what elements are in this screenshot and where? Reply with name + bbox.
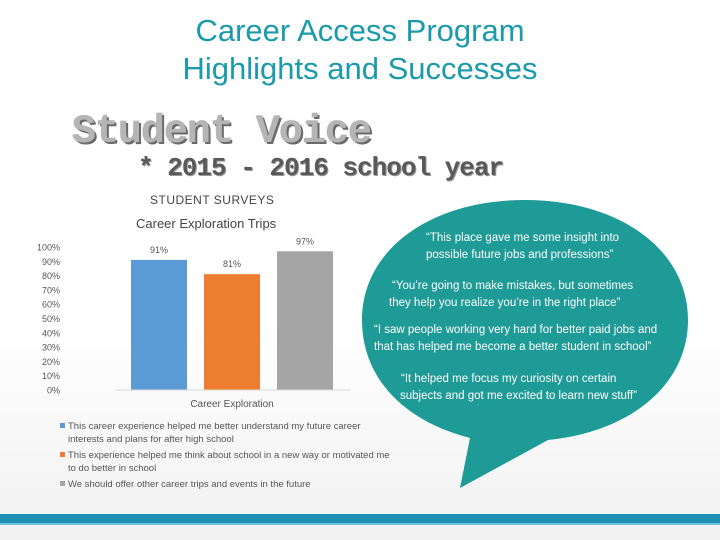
y-tick-label: 90%	[41, 256, 60, 267]
title-line-2: Highlights and Successes	[182, 51, 538, 86]
chart-subtitle: Career Exploration Trips	[136, 216, 277, 231]
y-tick-label: 80%	[41, 271, 60, 282]
bar-value-label: 91%	[149, 244, 169, 255]
quote-3-line-2: that has helped me become a better student in school”	[374, 341, 652, 353]
student-voice-banner: Student Voice	[72, 110, 372, 155]
school-year-banner: * 2015 - 2016 school year	[138, 153, 504, 183]
y-tick-label: 70%	[41, 285, 60, 296]
y-tick-label: 50%	[41, 314, 60, 324]
quote-3-line-1: “I saw people working very hard for better paid jobs and	[374, 324, 658, 336]
title-line-1: Career Access Program	[195, 13, 525, 48]
bar-value-label: 97%	[295, 236, 315, 247]
y-tick-label: 60%	[41, 299, 60, 310]
quote-1-line-1: “This place gave me some insight into	[426, 232, 620, 244]
y-tick-label: 20%	[41, 356, 60, 367]
bar-value-label: 81%	[222, 259, 242, 270]
x-axis-label: Career Exploration	[190, 399, 274, 410]
y-tick-label: 40%	[41, 328, 60, 339]
quote-4-line-1: “It helped me focus my curiosity on certain	[401, 373, 617, 385]
y-tick-label: 0%	[46, 385, 60, 396]
footer-bar	[0, 514, 720, 525]
quote-2-line-2: they help you realize you’re in the right place”	[389, 297, 621, 309]
y-tick-label: 100%	[36, 242, 60, 253]
quote-4-line-2: subjects and got me excited to learn new stuff”	[400, 390, 637, 402]
y-tick-label: 30%	[41, 342, 60, 353]
quote-1-line-2: possible future jobs and professions”	[426, 249, 614, 261]
legend-label-2: This experience helped me think about school in a new way or motivated me to do better in school	[68, 450, 390, 474]
legend-label-3: We should offer other career trips and events in the future	[68, 479, 311, 490]
quote-2-line-1: “You’re going to make mistakes, but sometimes	[392, 280, 634, 292]
legend-label-1: This career experience helped me better understand my future career interests and plans for after high school	[68, 421, 361, 445]
chart-title: STUDENT SURVEYS	[150, 193, 275, 207]
y-tick-label: 10%	[41, 371, 60, 382]
